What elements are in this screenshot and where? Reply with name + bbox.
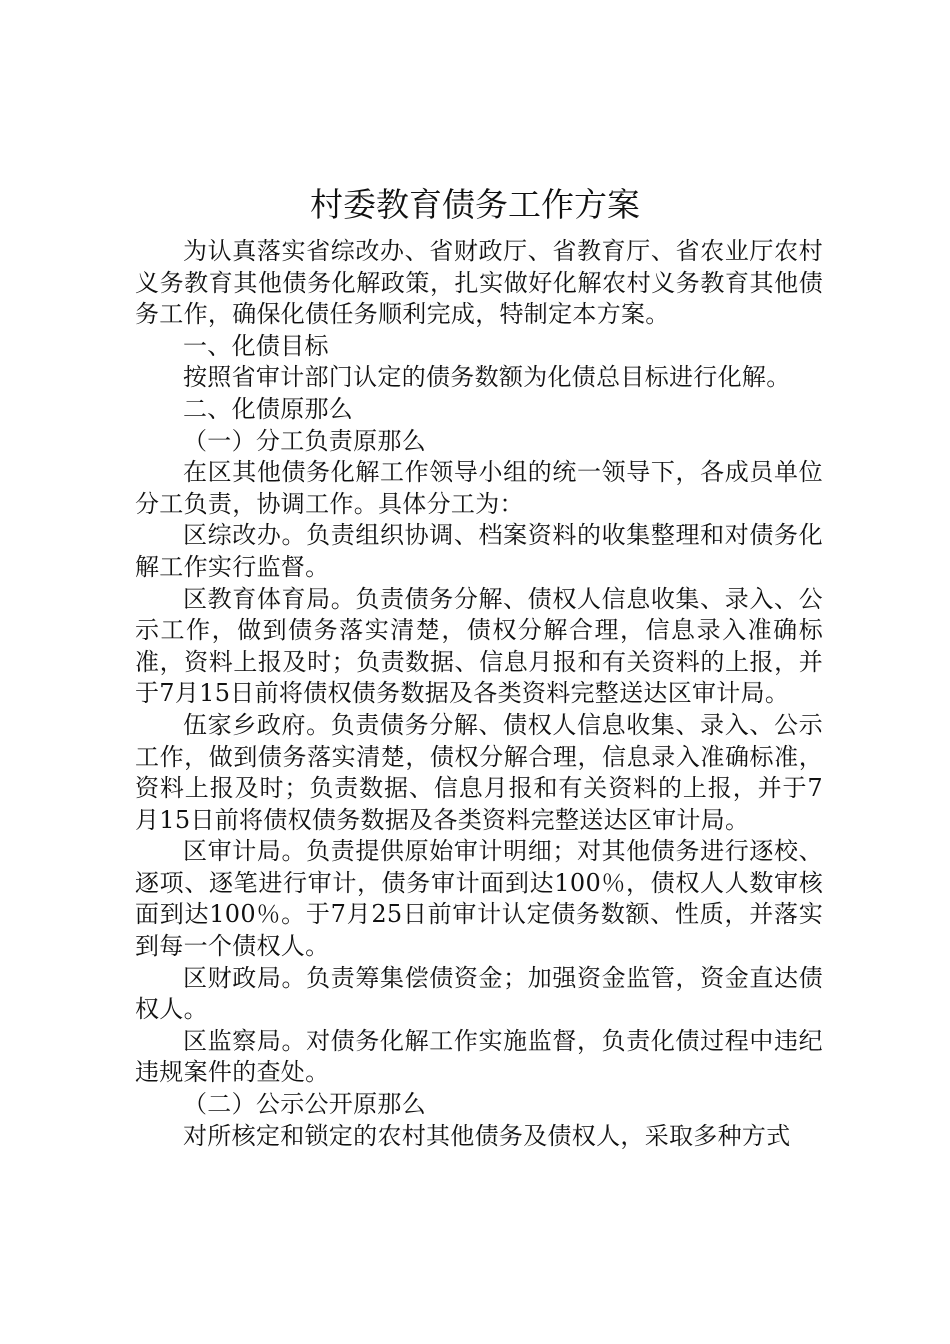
document-body xyxy=(135,236,823,1152)
audit-bureau-paragraph: 区审计局。负责提供原始审计明细；对其他债务进行逐校、逐项、逐笔进行审计，债务审计面到达100％，债权人人数审核面到达100％。于7月25日前审计认定债务数额、性质，并落实到每一个债权人。 xyxy=(135,837,823,961)
subsection-heading-publicity: （二）公示公开原那么 xyxy=(183,1090,426,1119)
section-heading-principles: 二、化债原那么 xyxy=(183,394,354,423)
document-title: 村委教育债务工作方案 xyxy=(310,185,640,224)
reform-office-paragraph: 区综改办。负责组织协调、档案资料的收集整理和对债务化解工作实行监督。 xyxy=(135,521,823,581)
subsection-heading-division: （一）分工负责原那么 xyxy=(183,426,426,455)
wujia-township-paragraph: 伍家乡政府。负责债务分解、债权人信息收集、录入、公示工作，做到债务落实清楚，债权分解合理，信息录入准确标准，资料上报及时；负责数据、信息月报和有关资料的上报，并于7月15日前将债权债务数据及各类资料完整送达区审计局。 xyxy=(135,710,823,834)
goal-paragraph: 按照省审计部门认定的债务数额为化债总目标进行化解。 xyxy=(183,363,791,392)
section-heading-goal: 一、化债目标 xyxy=(183,331,329,360)
finance-bureau-paragraph: 区财政局。负责筹集偿债资金；加强资金监管，资金直达债权人。 xyxy=(135,963,823,1024)
division-paragraph: 在区其他债务化解工作领导小组的统一领导下，各成员单位分工负责，协调工作。具体分工为： xyxy=(135,458,823,518)
publicity-paragraph: 对所核定和锁定的农村其他债务及债权人，采取多种方式 xyxy=(183,1121,791,1150)
supervision-bureau-paragraph: 区监察局。对债务化解工作实施监督，负责化债过程中违纪违规案件的查处。 xyxy=(135,1026,823,1087)
education-bureau-paragraph: 区教育体育局。负责债务分解、债权人信息收集、录入、公示工作，做到债务落实清楚，债权分解合理，信息录入准确标准，资料上报及时；负责数据、信息月报和有关资料的上报，并于7月15日前将债权债务数据及各类资料完整送达区审计局。 xyxy=(135,584,823,708)
intro-paragraph: 为认真落实省综改办、省财政厅、省教育厅、省农业厅农村义务教育其他债务化解政策，扎实做好化解农村义务教育其他债务工作，确保化债任务顺利完成，特制定本方案。 xyxy=(135,237,823,329)
